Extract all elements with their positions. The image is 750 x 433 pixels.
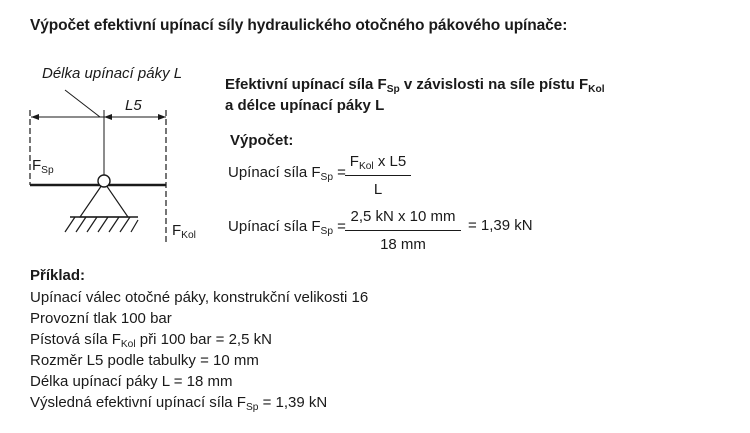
ground-hatching <box>65 217 138 232</box>
l5-label: L5 <box>125 97 142 114</box>
page-title: Výpočet efektivní upínací síly hydraulického otočného pákového upínače: <box>30 17 568 34</box>
description-line-1: Efektivní upínací síla $F_{Sp}$ v závislosti na síle pístu $F_{Kol}$ <box>225 76 605 95</box>
calculation-heading: Výpočet: <box>230 132 294 149</box>
formula-1-lhs: Upínací síla $F_{Sp}$ = <box>228 164 346 183</box>
example-line: Pístová síla $F_{Kol}$ při 100 bar = 2,5 kN <box>30 331 272 350</box>
formula-2-lhs: Upínací síla $F_{Sp}$ = <box>228 218 346 237</box>
fsp-label: $F_{Sp}$ <box>32 157 54 176</box>
example-line: Výsledná efektivní upínací síla $F_{Sp} = 1,39$ kN <box>30 394 328 413</box>
description-line-2: a délce upínací páky L <box>225 97 385 114</box>
formula-2-result: = 1,39 kN <box>468 217 533 234</box>
fkol-label: $F_{Kol}$ <box>172 222 196 241</box>
formula-1-fraction-bar <box>345 175 411 176</box>
leader-line <box>65 90 100 117</box>
formula-2-fraction-bar <box>345 230 461 231</box>
lever-length-label: Délka upínací páky L <box>42 65 183 82</box>
formula-1-numerator: $F_{Kol}$ x L5 <box>349 153 407 172</box>
lever-diagram <box>20 62 210 257</box>
formula-1-denominator: L <box>373 181 383 198</box>
example-line: Provozní tlak 100 bar <box>30 310 172 327</box>
formula-2-numerator: 2,5 kN x 10 mm <box>350 208 456 225</box>
example-line: Upínací válec otočné páky, konstrukční velikosti 16 <box>30 289 369 306</box>
example-line: Délka upínací páky L = 18 mm <box>30 373 233 390</box>
formula-2-denominator: 18 mm <box>380 236 426 253</box>
example-heading: Příklad: <box>30 267 86 284</box>
pivot-joint <box>98 175 110 187</box>
example-line: Rozměr L5 podle tabulky = 10 mm <box>30 352 259 369</box>
